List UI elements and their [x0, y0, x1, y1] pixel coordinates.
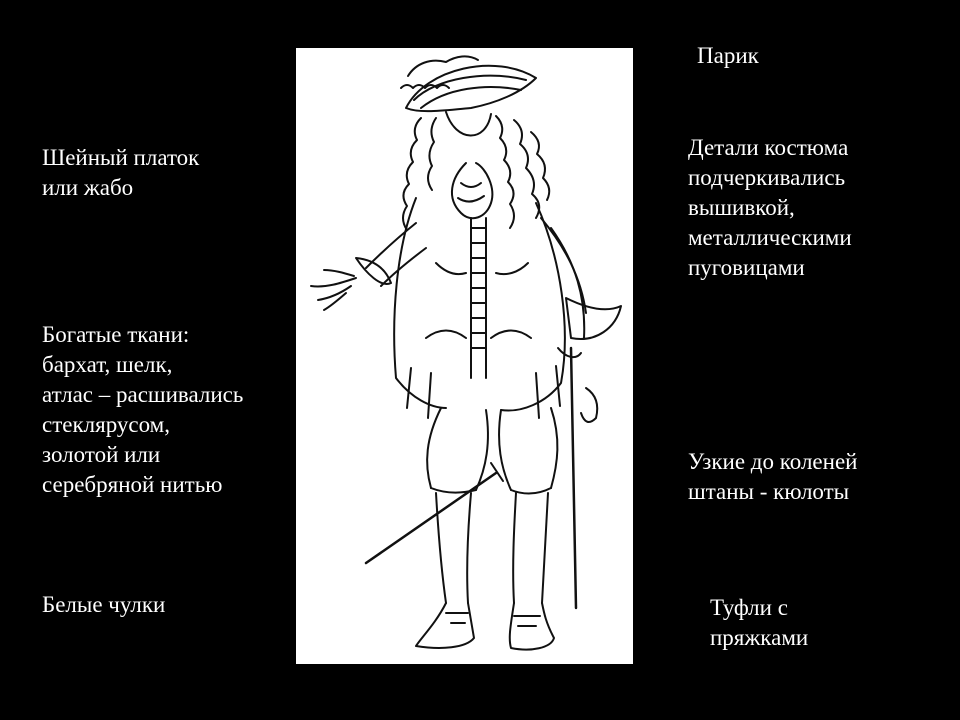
- breeches: [427, 408, 557, 494]
- label-costume-details: Детали костюма подчеркивались вышивкой, металлическими пуговицами: [688, 135, 852, 280]
- label-breeches: Узкие до коленей штаны - кюлоты: [688, 449, 858, 504]
- left-arm: [311, 223, 426, 310]
- label-neck-scarf: Шейный платок или жабо: [42, 145, 200, 200]
- jabot: [452, 163, 492, 218]
- costume-illustration: [296, 48, 633, 664]
- label-rich-fabrics: Богатые ткани: бархат, шелк, атлас – расшивались стеклярусом, золотой или серебряной нитью: [42, 322, 244, 497]
- sword: [366, 463, 503, 563]
- label-white-stockings: Белые чулки: [42, 592, 166, 617]
- coat: [394, 198, 565, 418]
- label-buckled-shoes: Туфли с пряжками: [710, 595, 809, 650]
- costume-figure-drawing: [296, 48, 633, 664]
- shoes: [416, 603, 554, 650]
- wig-curls: [403, 112, 549, 230]
- label-wig: Парик: [697, 43, 759, 68]
- stockings: [436, 493, 548, 603]
- hat-with-feather: [401, 56, 536, 111]
